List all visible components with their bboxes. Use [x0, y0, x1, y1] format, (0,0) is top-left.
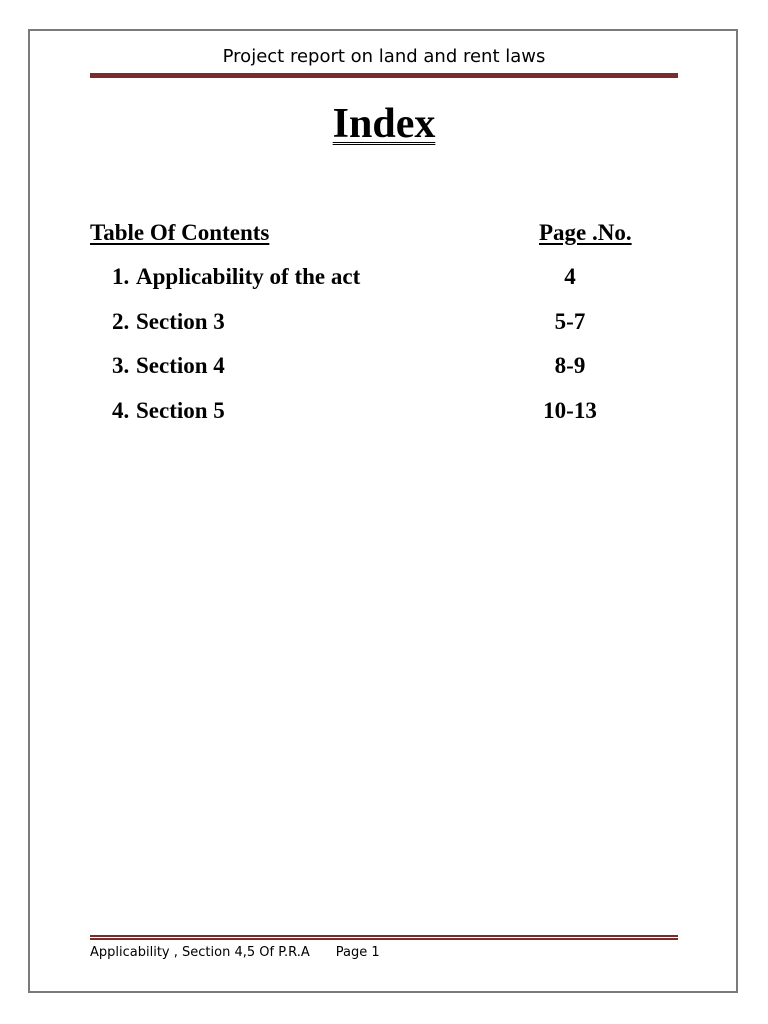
- toc-item-number: 4.: [112, 397, 130, 423]
- toc-item-label: Applicability of the act: [136, 264, 361, 289]
- index-title: [0, 98, 768, 150]
- page-footer: [90, 945, 380, 960]
- page-header-title: Project report on land and rent laws: [222, 46, 546, 67]
- toc-item-number: 1.: [112, 264, 130, 289]
- toc-item-label: Section 4: [136, 353, 225, 378]
- toc-item: [0, 264, 768, 309]
- toc-item: [0, 353, 768, 398]
- toc-item-page: 10-13: [543, 397, 597, 423]
- toc-list: [0, 264, 768, 442]
- toc-item-number: 2.: [112, 308, 130, 334]
- toc-item-label: Section 5: [136, 397, 225, 423]
- toc-page-heading: Page .No.: [539, 220, 632, 245]
- toc-item: [0, 398, 768, 443]
- index-title-text: Index: [332, 101, 436, 147]
- toc-item-page: 8-9: [554, 353, 586, 378]
- toc-item-label: Section 3: [136, 308, 225, 334]
- toc-contents-heading: Table Of Contents: [90, 220, 270, 245]
- toc-item-page: 5-7: [554, 308, 586, 334]
- document-page: [28, 29, 738, 993]
- toc-item: [0, 309, 768, 354]
- footer-text: Applicability , Section 4,5 Of P.R.A: [90, 945, 310, 960]
- footer-rule: [90, 935, 678, 940]
- header-rule: [90, 73, 678, 78]
- toc-item-number: 3.: [112, 353, 130, 378]
- toc-item-page: 4: [564, 264, 576, 289]
- footer-page-number: Page 1: [335, 945, 380, 960]
